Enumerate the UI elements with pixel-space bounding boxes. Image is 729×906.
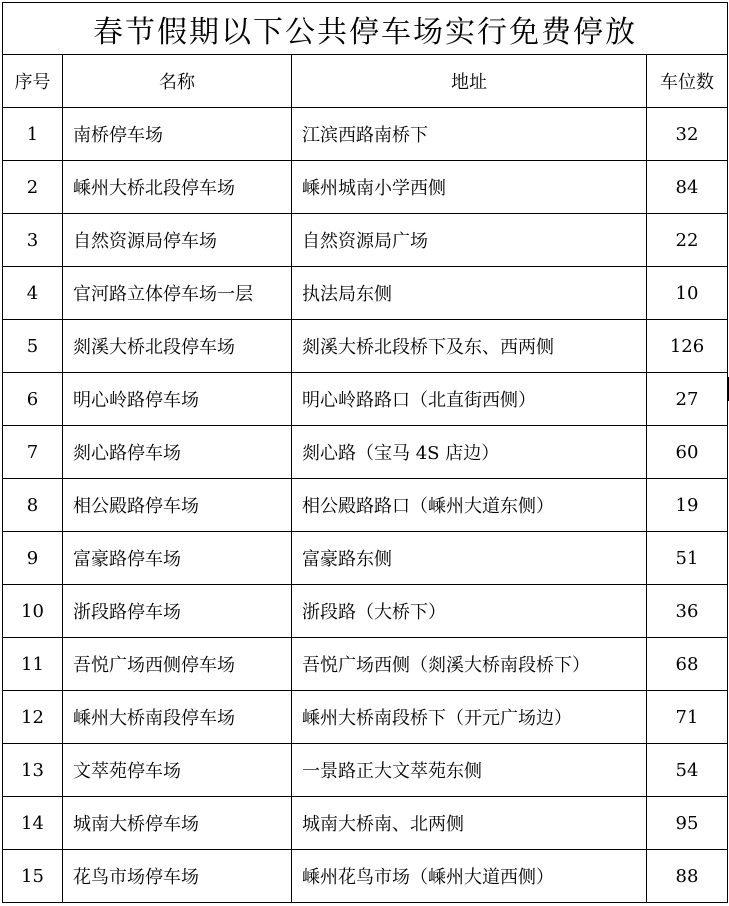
cell-index: 13 bbox=[3, 744, 63, 797]
table-row bbox=[3, 585, 728, 638]
cell-index: 2 bbox=[3, 161, 63, 214]
cell-index: 1 bbox=[3, 108, 63, 161]
cell-name: 嵊州大桥北段停车场 bbox=[63, 161, 292, 214]
cell-spaces: 19 bbox=[647, 479, 728, 532]
cell-spaces: 32 bbox=[647, 108, 728, 161]
cell-index: 14 bbox=[3, 797, 63, 850]
cell-address: 嵊州花鸟市场（嵊州大道西侧） bbox=[292, 850, 647, 903]
cell-spaces: 10 bbox=[647, 267, 728, 320]
cell-index: 8 bbox=[3, 479, 63, 532]
cell-spaces: 22 bbox=[647, 214, 728, 267]
cell-index: 4 bbox=[3, 267, 63, 320]
cell-name: 富豪路停车场 bbox=[63, 532, 292, 585]
cell-spaces: 60 bbox=[647, 426, 728, 479]
cell-name: 花鸟市场停车场 bbox=[63, 850, 292, 903]
parking-table bbox=[2, 2, 728, 903]
cell-name: 自然资源局停车场 bbox=[63, 214, 292, 267]
cell-spaces: 126 bbox=[647, 320, 728, 373]
cell-address: 一景路正大文萃苑东侧 bbox=[292, 744, 647, 797]
cell-address: 浙段路（大桥下） bbox=[292, 585, 647, 638]
cell-spaces: 27 bbox=[647, 373, 728, 426]
cell-name: 官河路立体停车场一层 bbox=[63, 267, 292, 320]
cell-name: 浙段路停车场 bbox=[63, 585, 292, 638]
cell-address: 江滨西路南桥下 bbox=[292, 108, 647, 161]
cell-name: 明心岭路停车场 bbox=[63, 373, 292, 426]
cell-address: 吾悦广场西侧（剡溪大桥南段桥下） bbox=[292, 638, 647, 691]
cell-name: 剡溪大桥北段停车场 bbox=[63, 320, 292, 373]
header-index: 序号 bbox=[3, 55, 63, 108]
cell-address: 相公殿路路口（嵊州大道东侧） bbox=[292, 479, 647, 532]
table-row bbox=[3, 850, 728, 903]
cell-address: 自然资源局广场 bbox=[292, 214, 647, 267]
cell-name: 剡心路停车场 bbox=[63, 426, 292, 479]
cell-address: 富豪路东侧 bbox=[292, 532, 647, 585]
cell-address: 城南大桥南、北两侧 bbox=[292, 797, 647, 850]
cell-name: 文萃苑停车场 bbox=[63, 744, 292, 797]
cell-index: 15 bbox=[3, 850, 63, 903]
cell-spaces: 68 bbox=[647, 638, 728, 691]
cell-spaces: 95 bbox=[647, 797, 728, 850]
cell-spaces: 54 bbox=[647, 744, 728, 797]
table-row bbox=[3, 691, 728, 744]
cell-name: 嵊州大桥南段停车场 bbox=[63, 691, 292, 744]
cell-address: 明心岭路路口（北直街西侧） bbox=[292, 373, 647, 426]
cell-index: 7 bbox=[3, 426, 63, 479]
cell-index: 5 bbox=[3, 320, 63, 373]
cell-spaces: 71 bbox=[647, 691, 728, 744]
cell-index: 9 bbox=[3, 532, 63, 585]
cell-spaces: 84 bbox=[647, 161, 728, 214]
cell-address: 剡溪大桥北段桥下及东、西两侧 bbox=[292, 320, 647, 373]
header-spaces: 车位数 bbox=[647, 55, 728, 108]
cell-index: 11 bbox=[3, 638, 63, 691]
cell-address: 嵊州大桥南段桥下（开元广场边） bbox=[292, 691, 647, 744]
cell-address: 嵊州城南小学西侧 bbox=[292, 161, 647, 214]
cell-name: 吾悦广场西侧停车场 bbox=[63, 638, 292, 691]
cell-name: 南桥停车场 bbox=[63, 108, 292, 161]
cell-spaces: 51 bbox=[647, 532, 728, 585]
cell-spaces: 88 bbox=[647, 850, 728, 903]
table-title: 春节假期以下公共停车场实行免费停放 bbox=[3, 3, 728, 55]
table-row bbox=[3, 426, 728, 479]
cell-index: 10 bbox=[3, 585, 63, 638]
cell-index: 12 bbox=[3, 691, 63, 744]
table-row bbox=[3, 638, 728, 691]
table-row bbox=[3, 320, 728, 373]
parking-table-document bbox=[2, 2, 727, 902]
header-row bbox=[3, 55, 728, 108]
table-row bbox=[3, 479, 728, 532]
cell-spaces: 36 bbox=[647, 585, 728, 638]
cell-address: 剡心路（宝马 4S 店边） bbox=[292, 426, 647, 479]
table-row bbox=[3, 373, 728, 426]
cell-address: 执法局东侧 bbox=[292, 267, 647, 320]
table-row bbox=[3, 744, 728, 797]
header-address: 地址 bbox=[292, 55, 647, 108]
header-name: 名称 bbox=[63, 55, 292, 108]
table-row bbox=[3, 267, 728, 320]
cell-index: 6 bbox=[3, 373, 63, 426]
table-row bbox=[3, 214, 728, 267]
cell-name: 城南大桥停车场 bbox=[63, 797, 292, 850]
cell-index: 3 bbox=[3, 214, 63, 267]
table-row bbox=[3, 532, 728, 585]
cell-name: 相公殿路停车场 bbox=[63, 479, 292, 532]
table-row bbox=[3, 797, 728, 850]
table-row bbox=[3, 108, 728, 161]
table-row bbox=[3, 161, 728, 214]
